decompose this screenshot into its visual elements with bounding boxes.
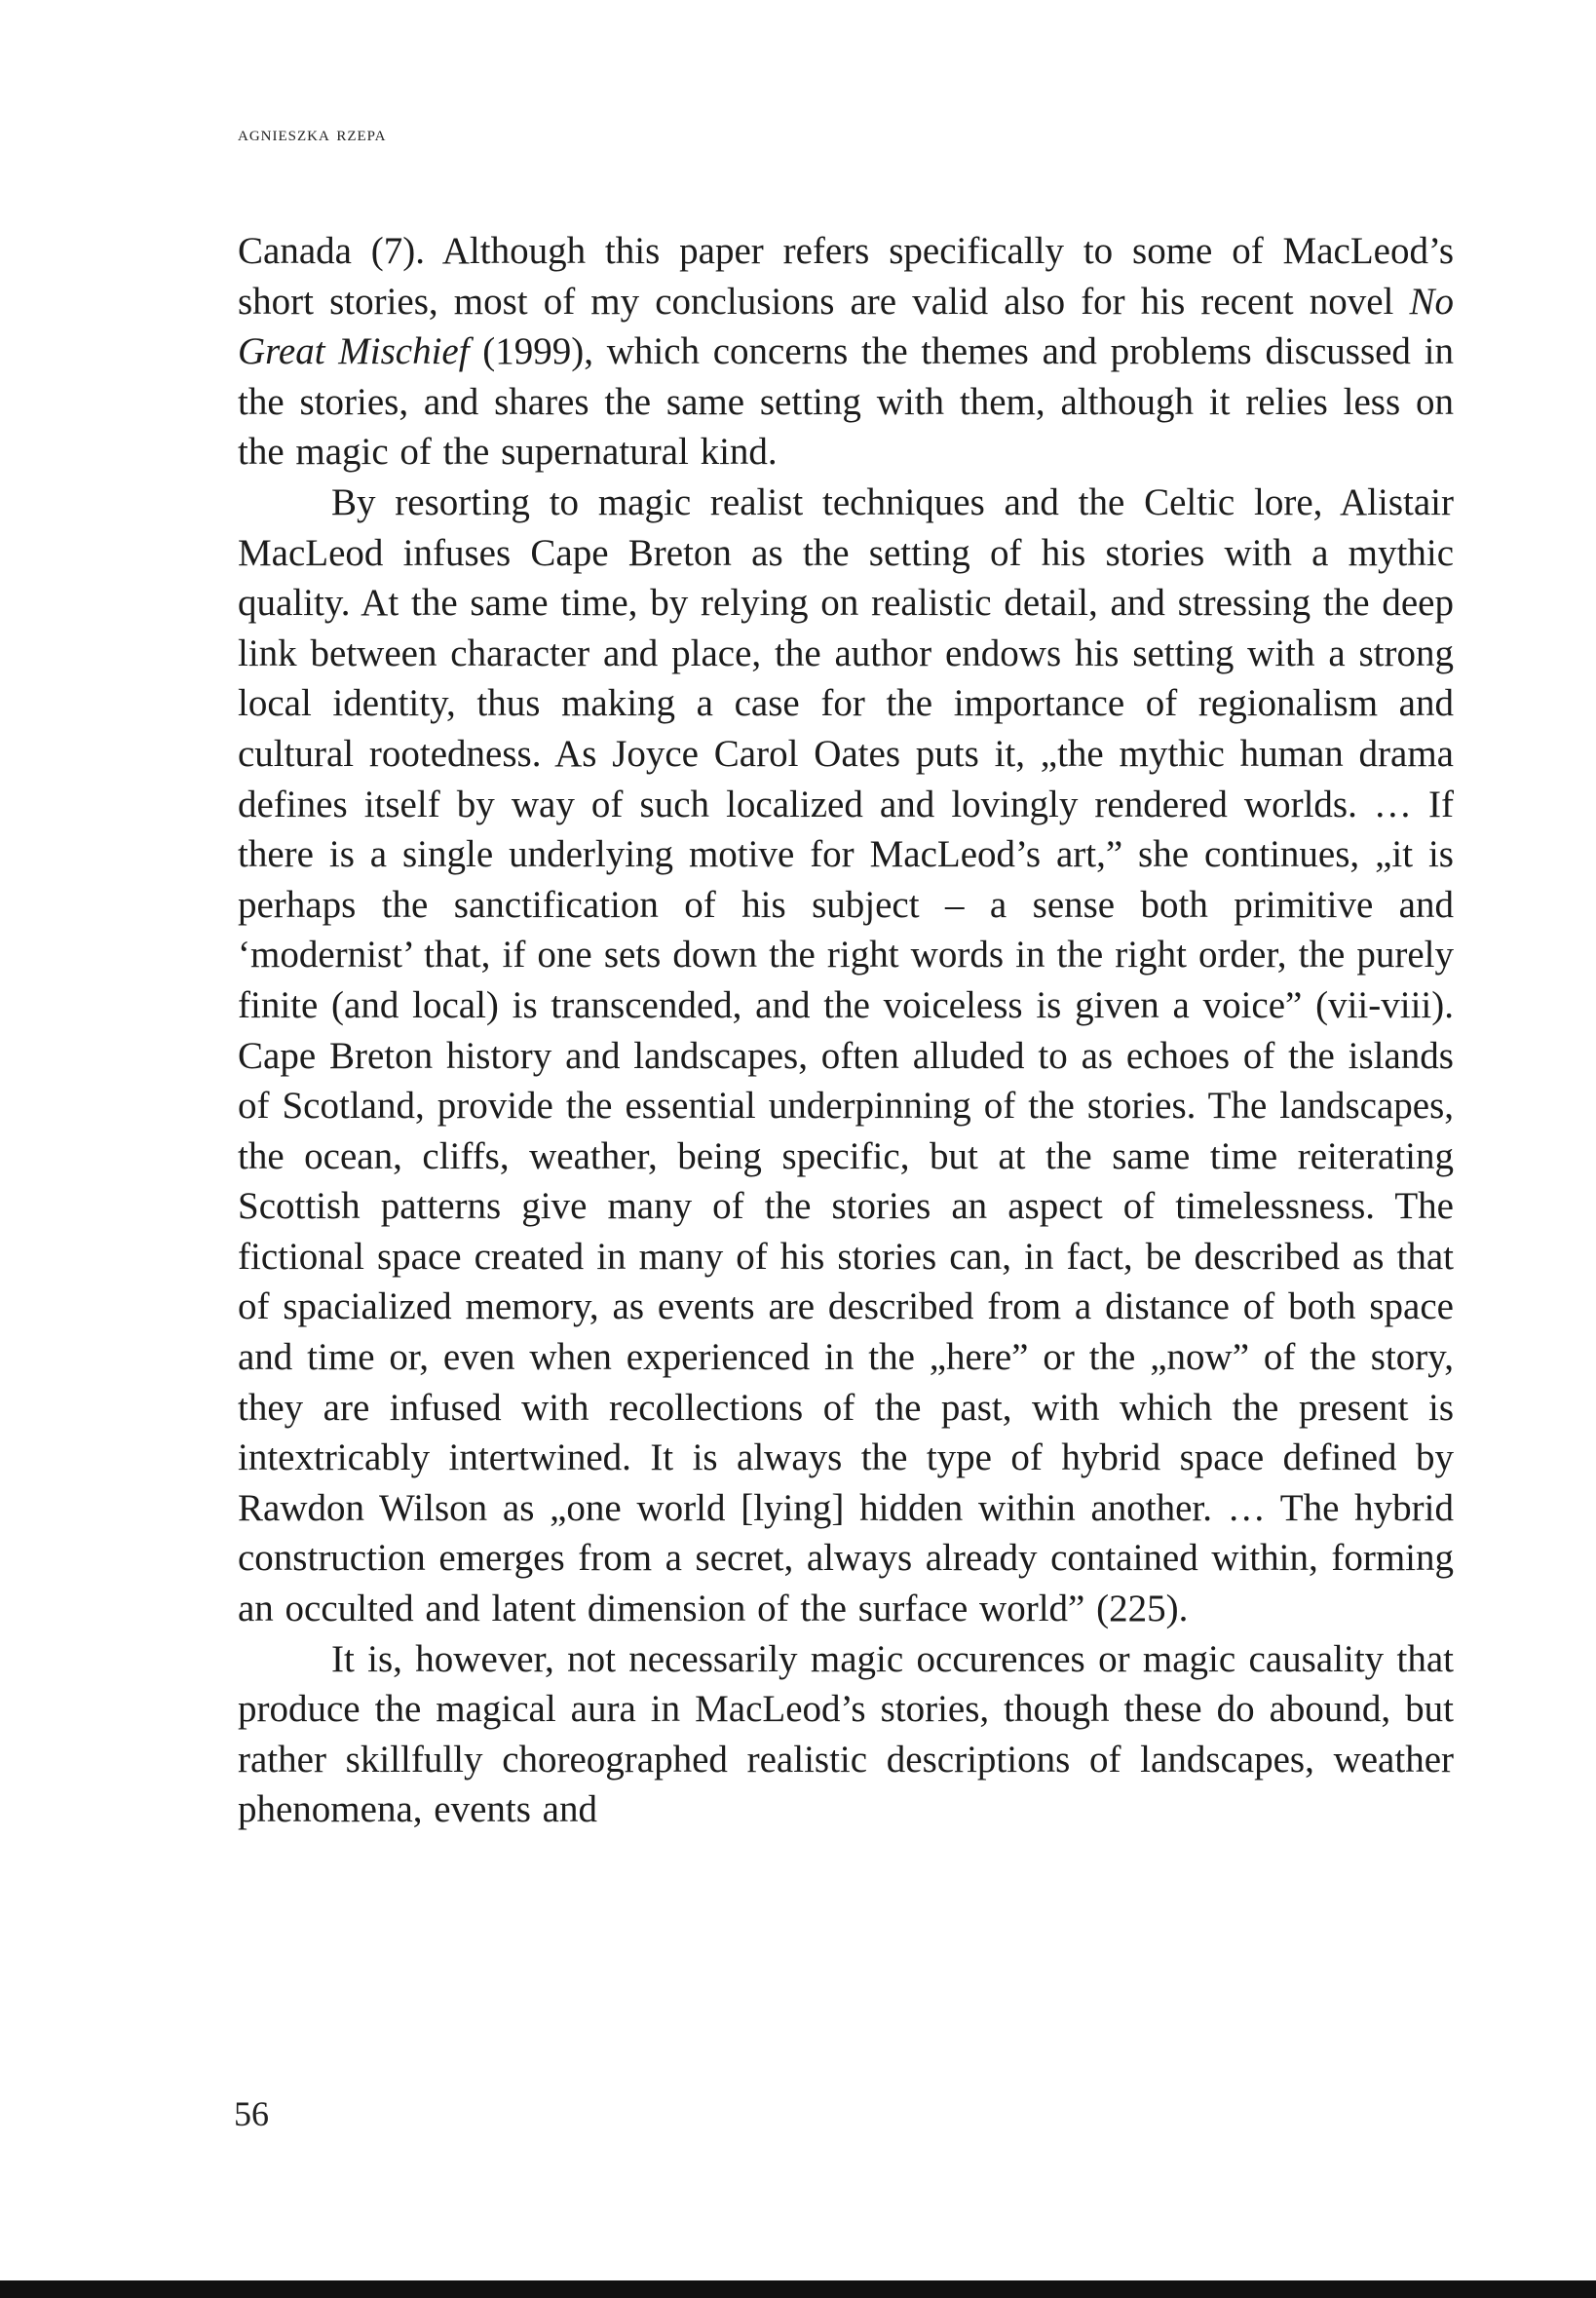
paragraph-1 [238,226,1454,478]
paragraph-1-text-end: (1999), which concerns the themes and problems discussed in the stories, and shares the same setting with them, although it relies less on the magic of the supernatural kind. [238,330,1454,474]
scan-edge-border [0,2280,1596,2298]
running-head-author: agnieszka rzepa [238,121,387,145]
paragraph-2: By resorting to magic realist techniques and the Celtic lore, Alistair MacLeod infuses Cape Breton as the setting of his stories with a mythic quality. At the same time, by relying on realistic detail, and stressing the deep link between character and place, the author endows his setting with a strong local identity, thus making a case for the importance of regionalism and cultural rootedness. As Joyce Carol Oates puts it, „the mythic human drama defines itself by way of such localized and lovingly rendered worlds. … If there is a single underlying motive for MacLeod’s art,” she continues, „it is perhaps the sanctification of his subject – a sense both primitive and ‘modernist’ that, if one sets down the right words in the right order, the purely finite (and local) is transcended, and the voiceless is given a voice” (vii-viii). Cape Breton history and landscapes, often alluded to as echoes of the islands of Scotland, provide the essential underpinning of the stories. The landscapes, the ocean, cliffs, weather, being specific, but at the same time reiterating Scottish patterns give many of the stories an aspect of timelessness. The fictional space created in many of his stories can, in fact, be described as that of spacialized memory, as events are described from a distance of both space and time or, even when experienced in the „here” or the „now” of the story, they are infused with recollections of the past, with which the present is intextricably intertwined. It is always the type of hybrid space defined by Rawdon Wilson as „one world [lying] hidden within another. … The hybrid construction emerges from a secret, always already contained within, forming an occulted and latent dimension of the surface world” (225). [238,480,1454,1630]
paragraph-3: It is, however, not necessarily magic occurences or magic causality that produce the magical aura in MacLeod’s stories, though these do abound, but rather skillfully choreographed realistic descriptions of landscapes, weather phenomena, events and [238,1637,1454,1831]
paragraph-1-text-start: Canada (7). Although this paper refers specifically to some of MacLeod’s short stories, most of my conclusions are valid also for his recent novel [238,230,1454,323]
novel-title-italic: No Great Mischief [238,280,1454,373]
page-number: 56 [234,2094,269,2133]
body-text [238,226,1454,1835]
